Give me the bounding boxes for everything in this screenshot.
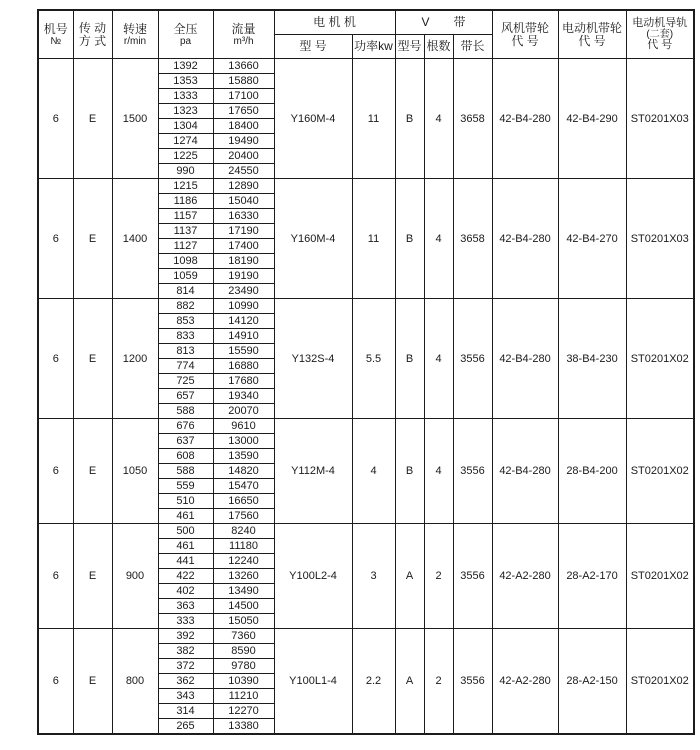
col-header-machine-no bbox=[38, 10, 73, 59]
fan-pulley-cell: 42-B4-280 bbox=[492, 419, 558, 524]
flow-cell: 17560 bbox=[213, 509, 274, 524]
flow-cell: 10390 bbox=[213, 674, 274, 689]
drive-type-cell: E bbox=[73, 629, 112, 735]
flow-cell: 15050 bbox=[213, 614, 274, 629]
machine-no-unit: № bbox=[50, 35, 62, 47]
pressure-cell: 441 bbox=[158, 554, 213, 569]
rail-code-cell: ST0201X02 bbox=[626, 629, 694, 735]
flow-cell: 14500 bbox=[213, 599, 274, 614]
pressure-cell: 1353 bbox=[158, 74, 213, 89]
flow-cell: 17680 bbox=[213, 374, 274, 389]
vbelt-type-cell: A bbox=[395, 629, 424, 735]
pressure-cell: 363 bbox=[158, 599, 213, 614]
pressure-cell: 314 bbox=[158, 704, 213, 719]
vbelt-count-cell: 2 bbox=[424, 524, 453, 629]
machine-no-cell: 6 bbox=[38, 179, 73, 299]
flow-cell: 19490 bbox=[213, 134, 274, 149]
pressure-cell: 814 bbox=[158, 284, 213, 299]
pressure-cell: 333 bbox=[158, 614, 213, 629]
col-header-motor-power: 功率kw bbox=[352, 35, 395, 59]
col-header-motor-model: 型 号 bbox=[274, 35, 352, 59]
pressure-cell: 265 bbox=[158, 719, 213, 735]
flow-cell: 17650 bbox=[213, 104, 274, 119]
col-header-vbelt-length: 带长 bbox=[453, 35, 492, 59]
fan-pulley-cell: 42-A2-280 bbox=[492, 629, 558, 735]
motor-model-cell: Y160M-4 bbox=[274, 179, 352, 299]
pressure-cell: 657 bbox=[158, 389, 213, 404]
flow-cell: 12240 bbox=[213, 554, 274, 569]
vbelt-count-cell: 4 bbox=[424, 179, 453, 299]
flow-cell: 15470 bbox=[213, 479, 274, 494]
flow-cell: 9610 bbox=[213, 419, 274, 434]
motor-model-cell: Y160M-4 bbox=[274, 59, 352, 179]
vbelt-count-cell: 4 bbox=[424, 59, 453, 179]
table-row bbox=[38, 629, 694, 644]
drive-type-cell: E bbox=[73, 59, 112, 179]
pressure-cell: 382 bbox=[158, 644, 213, 659]
flow-cell: 19190 bbox=[213, 269, 274, 284]
rail-code-cell: ST0201X02 bbox=[626, 419, 694, 524]
flow-cell: 23490 bbox=[213, 284, 274, 299]
pressure-cell: 1157 bbox=[158, 209, 213, 224]
col-header-flow: 流量 m³/h bbox=[213, 10, 274, 59]
machine-no-cell: 6 bbox=[38, 59, 73, 179]
pressure-cell: 372 bbox=[158, 659, 213, 674]
pressure-cell: 1098 bbox=[158, 254, 213, 269]
flow-cell: 9780 bbox=[213, 659, 274, 674]
speed-cell: 900 bbox=[112, 524, 158, 629]
pressure-cell: 1225 bbox=[158, 149, 213, 164]
motor-model-cell: Y100L2-4 bbox=[274, 524, 352, 629]
vbelt-type-cell: B bbox=[395, 419, 424, 524]
rail-code-cell: ST0201X03 bbox=[626, 179, 694, 299]
vbelt-count-cell: 4 bbox=[424, 299, 453, 419]
motor-pulley-cell: 38-B4-230 bbox=[558, 299, 626, 419]
pressure-cell: 510 bbox=[158, 494, 213, 509]
col-header-motor-pulley: 电动机带轮 代 号 bbox=[558, 10, 626, 59]
table-row bbox=[38, 59, 694, 74]
flow-cell: 12890 bbox=[213, 179, 274, 194]
vbelt-type-cell: B bbox=[395, 179, 424, 299]
flow-cell: 14820 bbox=[213, 464, 274, 479]
pressure-cell: 1059 bbox=[158, 269, 213, 284]
flow-cell: 17100 bbox=[213, 89, 274, 104]
col-header-speed: 转速 r/min bbox=[112, 10, 158, 59]
col-header-drive: 传 动 方 式 bbox=[73, 10, 112, 59]
vbelt-length-cell: 3658 bbox=[453, 179, 492, 299]
flow-cell: 18190 bbox=[213, 254, 274, 269]
col-header-motor-group: 电 机 机 bbox=[274, 10, 395, 35]
flow-cell: 16650 bbox=[213, 494, 274, 509]
rail-code-cell: ST0201X03 bbox=[626, 59, 694, 179]
flow-cell: 13380 bbox=[213, 719, 274, 735]
pressure-cell: 362 bbox=[158, 674, 213, 689]
spec-table bbox=[37, 9, 695, 735]
flow-cell: 13590 bbox=[213, 449, 274, 464]
motor-model-cell: Y100L1-4 bbox=[274, 629, 352, 735]
flow-cell: 17190 bbox=[213, 224, 274, 239]
motor-pulley-cell: 28-B4-200 bbox=[558, 419, 626, 524]
pressure-cell: 774 bbox=[158, 359, 213, 374]
pressure-cell: 343 bbox=[158, 689, 213, 704]
flow-cell: 13000 bbox=[213, 434, 274, 449]
header-row-1 bbox=[38, 10, 694, 35]
motor-power-cell: 5.5 bbox=[352, 299, 395, 419]
motor-power-cell: 3 bbox=[352, 524, 395, 629]
motor-power-cell: 2.2 bbox=[352, 629, 395, 735]
pressure-cell: 422 bbox=[158, 569, 213, 584]
flow-cell: 15040 bbox=[213, 194, 274, 209]
rail-code-cell: ST0201X02 bbox=[626, 524, 694, 629]
speed-cell: 1400 bbox=[112, 179, 158, 299]
pressure-cell: 813 bbox=[158, 344, 213, 359]
col-header-vbelt-count: 根数 bbox=[424, 35, 453, 59]
drive-type-cell: E bbox=[73, 299, 112, 419]
flow-cell: 18400 bbox=[213, 119, 274, 134]
flow-cell: 19340 bbox=[213, 389, 274, 404]
vbelt-type-cell: B bbox=[395, 59, 424, 179]
pressure-cell: 725 bbox=[158, 374, 213, 389]
table-row bbox=[38, 299, 694, 314]
flow-cell: 10990 bbox=[213, 299, 274, 314]
motor-pulley-cell: 28-A2-170 bbox=[558, 524, 626, 629]
pressure-cell: 1333 bbox=[158, 89, 213, 104]
pressure-cell: 1323 bbox=[158, 104, 213, 119]
table-row bbox=[38, 179, 694, 194]
fan-pulley-cell: 42-B4-280 bbox=[492, 179, 558, 299]
pressure-cell: 402 bbox=[158, 584, 213, 599]
vbelt-length-cell: 3556 bbox=[453, 629, 492, 735]
pressure-cell: 637 bbox=[158, 434, 213, 449]
pressure-cell: 461 bbox=[158, 509, 213, 524]
flow-cell: 16330 bbox=[213, 209, 274, 224]
flow-cell: 13490 bbox=[213, 584, 274, 599]
speed-cell: 1200 bbox=[112, 299, 158, 419]
pressure-cell: 1137 bbox=[158, 224, 213, 239]
pressure-cell: 853 bbox=[158, 314, 213, 329]
machine-no-cell: 6 bbox=[38, 419, 73, 524]
pressure-cell: 608 bbox=[158, 449, 213, 464]
pressure-cell: 588 bbox=[158, 404, 213, 419]
machine-no-cell: 6 bbox=[38, 299, 73, 419]
vbelt-type-cell: B bbox=[395, 299, 424, 419]
flow-cell: 8240 bbox=[213, 524, 274, 539]
vbelt-length-cell: 3556 bbox=[453, 419, 492, 524]
fan-pulley-cell: 42-B4-280 bbox=[492, 299, 558, 419]
col-header-vbelt-group: V 带 bbox=[395, 10, 492, 35]
motor-model-cell: Y132S-4 bbox=[274, 299, 352, 419]
drive-type-cell: E bbox=[73, 179, 112, 299]
machine-no-cell: 6 bbox=[38, 524, 73, 629]
motor-model-cell: Y112M-4 bbox=[274, 419, 352, 524]
flow-cell: 20070 bbox=[213, 404, 274, 419]
flow-cell: 7360 bbox=[213, 629, 274, 644]
pressure-cell: 392 bbox=[158, 629, 213, 644]
flow-cell: 11180 bbox=[213, 539, 274, 554]
spec-table-body bbox=[38, 59, 694, 735]
pressure-cell: 1186 bbox=[158, 194, 213, 209]
pressure-cell: 461 bbox=[158, 539, 213, 554]
motor-pulley-cell: 28-A2-150 bbox=[558, 629, 626, 735]
speed-cell: 800 bbox=[112, 629, 158, 735]
vbelt-count-cell: 4 bbox=[424, 419, 453, 524]
flow-cell: 11210 bbox=[213, 689, 274, 704]
vbelt-count-cell: 2 bbox=[424, 629, 453, 735]
pressure-cell: 1127 bbox=[158, 239, 213, 254]
flow-cell: 8590 bbox=[213, 644, 274, 659]
drive-type-cell: E bbox=[73, 419, 112, 524]
drive-type-cell: E bbox=[73, 524, 112, 629]
flow-cell: 17400 bbox=[213, 239, 274, 254]
machine-no-cell: 6 bbox=[38, 629, 73, 735]
flow-cell: 24550 bbox=[213, 164, 274, 179]
speed-cell: 1050 bbox=[112, 419, 158, 524]
col-header-rail: 电动机导轨 (二套) 代 号 bbox=[626, 10, 694, 59]
pressure-cell: 500 bbox=[158, 524, 213, 539]
flow-cell: 20400 bbox=[213, 149, 274, 164]
col-header-pressure: 全压 pa bbox=[158, 10, 213, 59]
fan-pulley-cell: 42-B4-280 bbox=[492, 59, 558, 179]
vbelt-length-cell: 3556 bbox=[453, 524, 492, 629]
table-row bbox=[38, 524, 694, 539]
table-header bbox=[38, 10, 694, 59]
col-header-fan-pulley: 风机带轮 代 号 bbox=[492, 10, 558, 59]
motor-power-cell: 4 bbox=[352, 419, 395, 524]
pressure-cell: 1215 bbox=[158, 179, 213, 194]
flow-cell: 15880 bbox=[213, 74, 274, 89]
pressure-cell: 559 bbox=[158, 479, 213, 494]
pressure-cell: 1392 bbox=[158, 59, 213, 74]
vbelt-length-cell: 3658 bbox=[453, 59, 492, 179]
pressure-cell: 882 bbox=[158, 299, 213, 314]
table-row bbox=[38, 419, 694, 434]
pressure-cell: 588 bbox=[158, 464, 213, 479]
flow-cell: 12270 bbox=[213, 704, 274, 719]
flow-cell: 13660 bbox=[213, 59, 274, 74]
flow-cell: 15590 bbox=[213, 344, 274, 359]
rail-code-cell: ST0201X02 bbox=[626, 299, 694, 419]
machine-no-label: 机号 bbox=[43, 21, 68, 36]
pressure-cell: 990 bbox=[158, 164, 213, 179]
vbelt-length-cell: 3556 bbox=[453, 299, 492, 419]
fan-pulley-cell: 42-A2-280 bbox=[492, 524, 558, 629]
flow-cell: 14120 bbox=[213, 314, 274, 329]
motor-power-cell: 11 bbox=[352, 179, 395, 299]
flow-cell: 14910 bbox=[213, 329, 274, 344]
motor-pulley-cell: 42-B4-270 bbox=[558, 179, 626, 299]
speed-cell: 1500 bbox=[112, 59, 158, 179]
pressure-cell: 676 bbox=[158, 419, 213, 434]
flow-cell: 16880 bbox=[213, 359, 274, 374]
motor-pulley-cell: 42-B4-290 bbox=[558, 59, 626, 179]
motor-power-cell: 11 bbox=[352, 59, 395, 179]
flow-cell: 13260 bbox=[213, 569, 274, 584]
pressure-cell: 833 bbox=[158, 329, 213, 344]
pressure-cell: 1274 bbox=[158, 134, 213, 149]
vbelt-type-cell: A bbox=[395, 524, 424, 629]
col-header-vbelt-type: 型号 bbox=[395, 35, 424, 59]
pressure-cell: 1304 bbox=[158, 119, 213, 134]
